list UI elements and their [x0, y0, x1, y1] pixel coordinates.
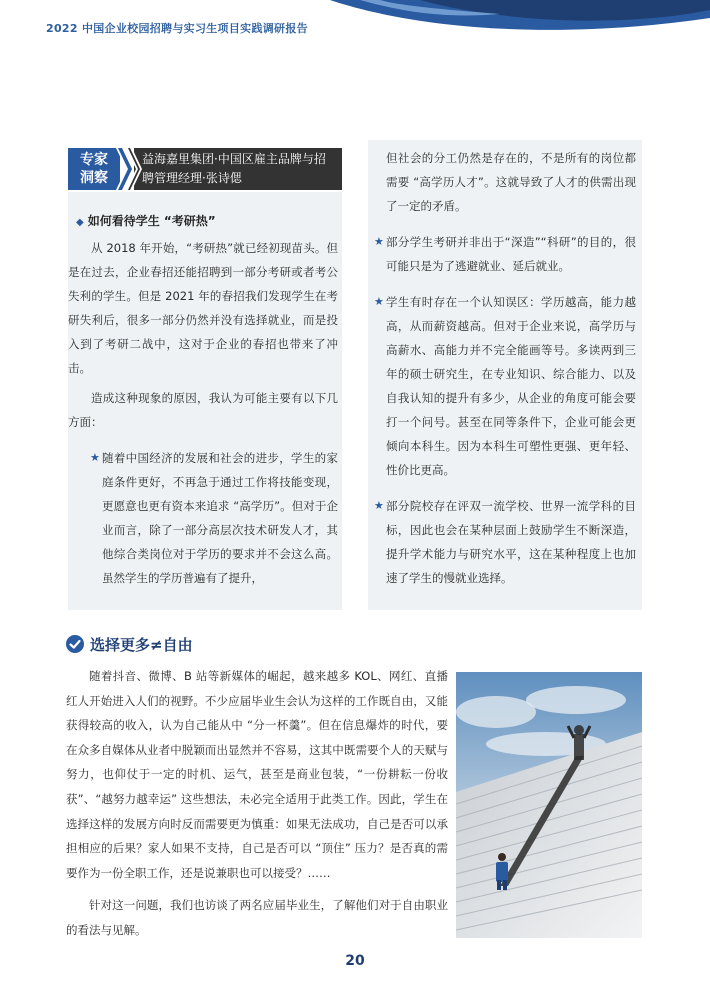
expert-insight-panel — [68, 140, 642, 610]
bullet-text: 学生有时存在一个认知误区：学历越高，能力越高，从而薪资越高。但对于企业来说，高学历与高薪水、高能力并不完全能画等号。多读两到三年的硕士研究生，在专业知识、综合能力、以及自我认知的提升有多少，从企业的角度可能会要打一个问号。甚至在同等条件下，企业可能会更倾向本科生。因为本科生可塑性更强、更年轻、性价比更高。 — [386, 295, 636, 477]
section-body — [66, 664, 448, 943]
expert-insight-tag — [68, 148, 120, 190]
paragraph: 随着抖音、微博、B 站等新媒体的崛起，越来越多 KOL、网红、直播红人开始进入人们的视野。不少应届毕业生会认为这样的工作既自由，又能获得较高的收入，认为自己能从中 “分一杯羹”。但在信息爆炸的时代，要在众多自媒体从业者中脱颖而出显然并不容易，这其中既需要个人的天赋与努力，也仰仗于一定的时机、运气，甚至是商业包装，“一份耕耘一份收获”、“越努力越幸运” 这些想法，未必完全适用于此类工作。因此，学生在选择这样的发展方向时反而需要更为慎重：如果无法成功，自己是否可以承担相应的后果？家人如果不支持，自己是否可以 “顶住” 压力？是否真的需要作为一份全职工作，还是说兼职也可以接受？…… — [66, 669, 448, 880]
star-icon: ★ — [374, 295, 384, 308]
check-circle-icon — [66, 635, 84, 653]
bullet-item — [374, 290, 636, 482]
header-wave-decoration — [300, 0, 710, 50]
star-icon: ★ — [374, 499, 384, 512]
section-title: 选择更多≠自由 — [90, 635, 193, 654]
bullet-item — [374, 494, 636, 590]
continuation-paragraph: 但社会的分工仍然是存在的，不是所有的岗位都需要 “高学历人才”。这就导致了人才的供需出现了一定的矛盾。 — [386, 151, 636, 213]
bullet-text: 部分学生考研并非出于“深造”“科研”的目的，很可能只是为了逃避就业、延后就业。 — [386, 235, 636, 273]
question-text: 如何看待学生 “考研热” — [87, 214, 216, 228]
paragraph: 造成这种现象的原因，我认为可能主要有以下几方面： — [68, 391, 338, 429]
paragraph: 从 2018 年开始，“考研热”就已经初现苗头。但是在过去，企业春招还能招聘到一部分考研或者考公失利的学生。但是 2021 年的春招我们发现学生在考研失利后，很多一部分仍然并没有选择就业，而是投入到了考研二战中，这对于企业的春招也带来了冲击。 — [68, 241, 338, 375]
diamond-icon: ◆ — [76, 217, 84, 228]
bullet-text: 随着中国经济的发展和社会的进步，学生的家庭条件更好，不再急于通过工作将技能变现，更愿意也更有资本来追求 “高学历”。但对于企业而言，除了一部分高层次技术研发人才，其他综合类岗位对于学历的要求并不会这么高。虽然学生的学历普遍有了提升， — [102, 451, 338, 585]
expert-title-line-2: 聘管理经理·张诗偲 — [142, 171, 242, 185]
star-icon: ★ — [374, 235, 384, 248]
bullet-item — [90, 446, 338, 590]
star-icon: ★ — [90, 451, 100, 464]
left-column-text — [68, 236, 338, 434]
tag-line-1: 专家 — [80, 152, 108, 168]
bullet-item — [374, 230, 636, 278]
right-column-text — [374, 146, 636, 590]
report-title: 2022 中国企业校园招聘与实习生项目实践调研报告 — [46, 22, 308, 35]
expert-title-line-1: 益海嘉里集团·中国区雇主品牌与招 — [142, 152, 326, 166]
tag-line-2: 洞察 — [80, 170, 108, 186]
staircase-photo — [456, 672, 642, 938]
section-heading — [66, 632, 193, 656]
bullet-text: 部分院校存在评双一流学校、世界一流学科的目标，因此也会在某种层面上鼓励学生不断深造，提升学术能力与研究水平，这在某种程度上也加速了学生的慢就业选择。 — [386, 499, 636, 585]
left-bullet-list — [90, 446, 338, 590]
chevron-arrows-icon — [116, 148, 152, 190]
paragraph: 针对这一问题，我们也访谈了两名应届毕业生，了解他们对于自由职业的看法与见解。 — [66, 898, 448, 937]
question-heading — [76, 212, 216, 229]
page-number: 20 — [345, 953, 365, 969]
expert-name-box — [134, 148, 342, 190]
